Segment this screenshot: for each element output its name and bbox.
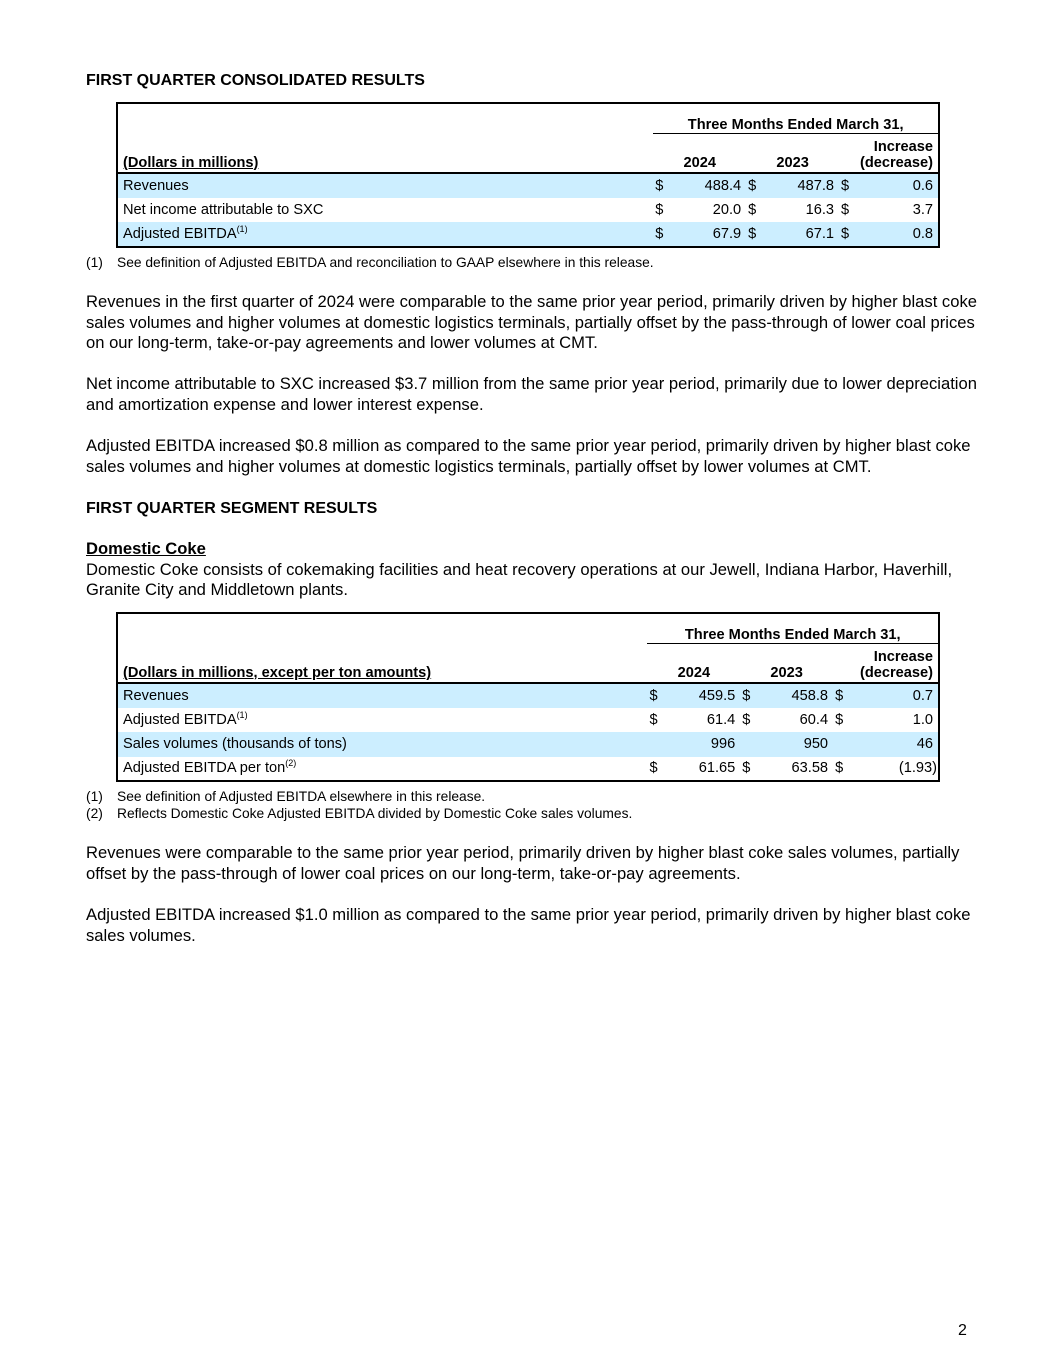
column-header-2024: 2024 [683,155,716,171]
table-caption: (Dollars in millions, except per ton amounts) [123,665,432,681]
paragraph: Net income attributable to SXC increased $3.7 million from the same prior year period, primarily due to lower depreciation and amortization expense and lower interest expense. [86,374,977,414]
row-label: Adjusted EBITDA per ton [123,760,286,777]
value-2023: 458.8 [758,683,833,708]
column-header-increase: Increase (decrease) [859,649,933,681]
domestic-coke-table [116,612,940,782]
table-caption: (Dollars in millions) [123,155,259,171]
column-header-2024: 2024 [677,665,711,681]
page-number: 2 [958,1322,967,1339]
value-2024: 67.9 [671,222,746,247]
value-2023: 63.58 [791,760,829,777]
row-label: Revenues [123,687,189,704]
paragraph: Revenues were comparable to the same prior year period, primarily driven by higher blast coke sales volumes, partially offset by the pass-through of lower coal prices on our long-term, take-or-pay agreements. [86,843,960,883]
value-2024: 996 [665,732,740,757]
row-label: Net income attributable to SXC [123,201,324,218]
column-header-increase: Increase (decrease) [859,139,933,171]
row-label: Sales volumes (thousands of tons) [123,736,347,753]
value-increase: (1.93) [898,760,937,777]
value-increase: 0.6 [857,173,939,198]
table-row: Revenues $ 488.4 $ 487.8 $ 0.6 [117,173,939,198]
period-header: Three Months Ended March 31, [653,103,939,133]
footnote: (2) Reflects Domestic Coke Adjusted EBITDA divided by Domestic Coke sales volumes. [86,806,633,821]
consolidated-results-table [116,102,940,248]
footnote: (1) See definition of Adjusted EBITDA and reconciliation to GAAP elsewhere in this release. [86,255,654,270]
table-row: Adjusted EBITDA$^{(1)}$ $ 61.4 $ 60.4 $ 1.0 [117,708,939,733]
segment-intro: Domestic Coke Domestic Coke consists of cokemaking facilities and heat recovery operations at our Jewell, Indiana Harbor, Haverhill, Granite City and Middletown plants. [86,539,981,601]
value-2023: 16.3 [805,201,835,218]
value-2024: 488.4 [671,173,746,198]
value-2023: 67.1 [764,222,839,247]
paragraph: Adjusted EBITDA increased $0.8 million as compared to the same prior year period, primarily driven by higher blast coke sales volumes and higher volumes at domestic logistics terminals, partially offset by lower volumes at CMT. [86,436,971,476]
table-row: Adjusted EBITDA$^{(1)}$ $ 67.9 $ 67.1 $ 0.8 [117,222,939,247]
table-row: Revenues $ 459.5 $ 458.8 $ 0.7 [117,683,939,708]
value-increase: 46 [851,732,939,757]
row-label: Revenues [123,177,189,194]
table-row: Adjusted EBITDA per ton$^{(2)}$ $ 61.65 $ 63.58 $ (1.93) [117,757,939,782]
value-increase: 0.8 [857,222,939,247]
value-2024: 61.4 [706,711,736,728]
value-2023: 950 [758,732,833,757]
value-2023: 60.4 [799,711,829,728]
paragraph: Adjusted EBITDA increased $1.0 million as compared to the same prior year period, primarily driven by higher blast coke sales volumes. [86,905,971,945]
row-label: Adjusted EBITDA [123,711,237,728]
column-header-2023: 2023 [776,155,809,171]
footnote: (1) See definition of Adjusted EBITDA elsewhere in this release. [86,789,486,804]
value-2024: 20.0 [712,201,742,218]
row-label: Adjusted EBITDA [123,225,237,242]
value-increase: 1.0 [912,711,933,728]
period-header: Three Months Ended March 31, [647,613,939,643]
value-2024: 61.65 [698,760,736,777]
section-title-consolidated: FIRST QUARTER CONSOLIDATED RESULTS [86,72,425,89]
paragraph: Revenues in the first quarter of 2024 were comparable to the same prior year period, primarily driven by higher blast coke sales volumes and higher volumes at domestic logistics terminals, partially offset by the pass-through of lower coal prices on our long-term, take-or-pay agreements and lower volumes at CMT. [86,292,977,352]
value-2024: 459.5 [665,683,740,708]
table-row: Net income attributable to SXC $ 20.0 $ 16.3 $ 3.7 [117,198,939,223]
table-row [117,732,939,757]
value-2023: 487.8 [764,173,839,198]
value-increase: 3.7 [912,201,933,218]
column-header-2023: 2023 [770,665,803,681]
value-increase: 0.7 [851,683,939,708]
subsection-title-domestic-coke: Domestic Coke [86,539,206,558]
section-title-segment: FIRST QUARTER SEGMENT RESULTS [86,500,378,517]
